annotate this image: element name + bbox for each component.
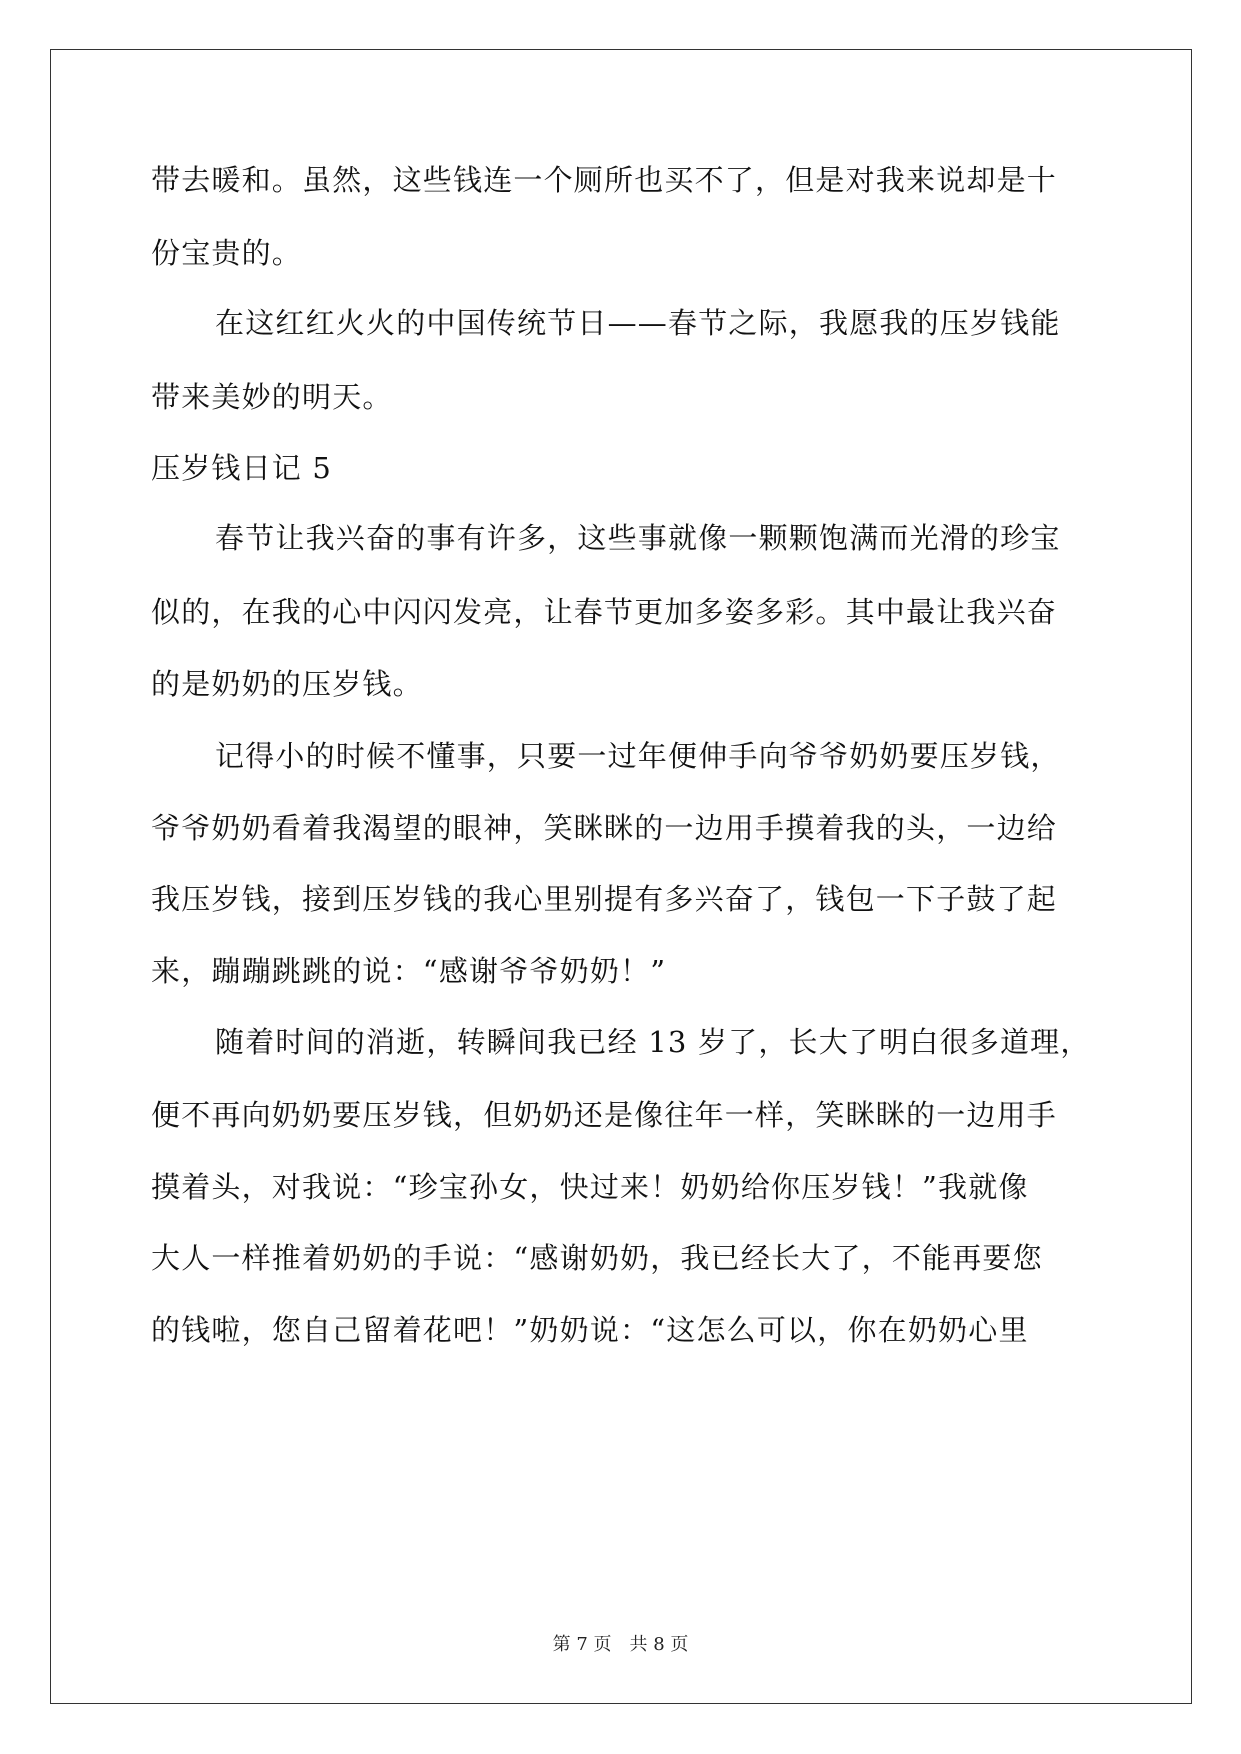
text-line: 大人一样推着奶奶的手说：“感谢奶奶，我已经长大了，不能再要您: [151, 1241, 1043, 1275]
text-line: 爷爷奶奶看着我渴望的眼神，笑眯眯的一边用手摸着我的头，一边给: [151, 811, 1058, 845]
section-heading: 压岁钱日记 5: [151, 451, 333, 485]
text-line: 份宝贵的。: [151, 236, 303, 270]
text-line: 的钱啦，您自己留着花吧！”奶奶说：“这怎么可以，你在奶奶心里: [151, 1313, 1029, 1347]
text-line: 的是奶奶的压岁钱。: [151, 667, 423, 701]
page-footer: 第 7 页 共 8 页: [552, 1634, 689, 1655]
text-line: 春节让我兴奋的事有许多，这些事就像一颗颗饱满而光滑的珍宝: [215, 521, 1061, 555]
text-line: 记得小的时候不懂事，只要一过年便伸手向爷爷奶奶要压岁钱，: [215, 739, 1061, 773]
text-line: 带来美妙的明天。: [151, 380, 393, 414]
text-line: 似的，在我的心中闪闪发亮，让春节更加多姿多彩。其中最让我兴奋: [151, 595, 1058, 629]
text-line: 随着时间的消逝，转瞬间我已经 13 岁了，长大了明白很多道理，: [215, 1025, 1091, 1059]
page-border: [50, 49, 1192, 1704]
text-line: 来，蹦蹦跳跳的说：“感谢爷爷奶奶！”: [151, 954, 667, 988]
text-line: 带去暖和。虽然，这些钱连一个厕所也买不了，但是对我来说却是十: [151, 163, 1058, 197]
text-line: 我压岁钱，接到压岁钱的我心里别提有多兴奋了，钱包一下子鼓了起: [151, 882, 1058, 916]
text-line: 摸着头，对我说：“珍宝孙女，快过来！奶奶给你压岁钱！”我就像: [151, 1170, 1029, 1204]
text-line: 在这红红火火的中国传统节日——春节之际，我愿我的压岁钱能: [215, 306, 1061, 340]
text-line: 便不再向奶奶要压岁钱，但奶奶还是像往年一样，笑眯眯的一边用手: [151, 1098, 1058, 1132]
